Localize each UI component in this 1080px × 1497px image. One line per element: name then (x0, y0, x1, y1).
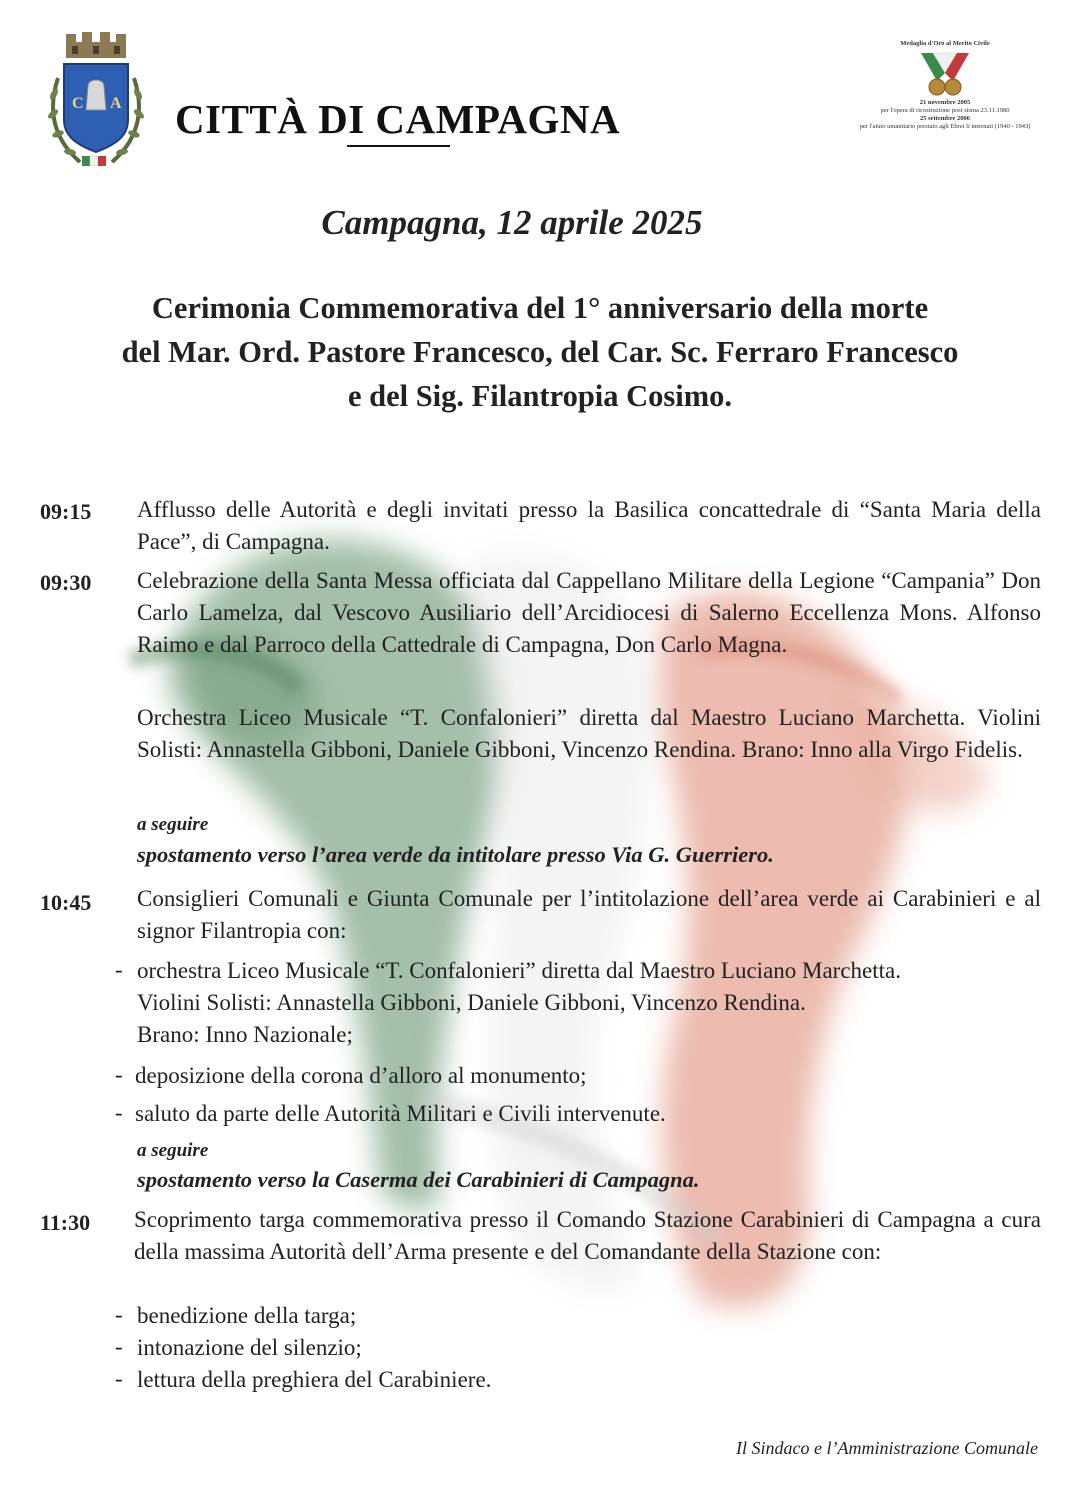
medal-reason-2: per l'aiuto umanitario prestato agli Ebrei li internati (1940 - 1943) (859, 123, 1031, 130)
svg-text:A: A (110, 95, 122, 112)
bullet-orchestra: orchestra Liceo Musicale “T. Confalonieri” diretta dal Maestro Luciano Marchetta. (137, 958, 901, 983)
bullet-dash: - (115, 1302, 123, 1327)
then-label-1: a seguire (137, 814, 209, 835)
bullet-blessing: benedizione della targa; (137, 1303, 357, 1328)
bullet-orchestra-piece: Brano: Inno Nazionale; (137, 1022, 353, 1047)
event-text-0930: Celebrazione della Santa Messa officiata dal Cappellano Militare della Legione “Campania” Don Carlo Lamelza, dal Vescovo Ausiliario dell’Arcidiocesi di Salerno Eccellenza Mons. Alfonso Raimo e dal Parroco della Cattedrale di Campagna, Don Carlo Magna. (137, 568, 1041, 657)
medal-badge (850, 40, 1040, 131)
time-0930: 09:30 (40, 570, 92, 595)
bullet-dash: - (115, 1366, 123, 1391)
headline-line-2: del Mar. Ord. Pastore Francesco, del Car. Sc. Ferraro Francesco (121, 335, 959, 369)
time-0915: 09:15 (40, 499, 92, 524)
bullet-dash: - (115, 1062, 123, 1087)
event-text-1130: Scoprimento targa commemorativa presso il Comando Stazione Carabinieri di Campagna a cura della massima Autorità dell’Arma presente e del Comandante della Stazione con: (134, 1207, 1041, 1264)
gold-medal-icon (915, 51, 975, 97)
bullet-greeting: saluto da parte delle Autorità Militari e Civili intervenute. (135, 1101, 666, 1126)
medal-title: Medaglia d'Oro al Merito Civile (900, 40, 990, 47)
event-text-0915: Afflusso delle Autorità e degli invitati presso la Basilica concattedrale di “Santa Maria della Pace”, di Campagna. (137, 497, 1041, 554)
signature: Il Sindaco e l’Amministrazione Comunale (736, 1438, 1038, 1458)
event-date: Campagna, 12 aprile 2025 (321, 203, 703, 242)
bullet-dash: - (115, 1100, 123, 1125)
event-text-1045: Consiglieri Comunali e Giunta Comunale per l’intitolazione dell’area verde ai Carabinieri e al signor Filantropia con: (137, 886, 1041, 943)
city-title: CITTÀ DI CAMPAGNA (175, 96, 621, 142)
then-label-2: a seguire (137, 1140, 209, 1161)
bullet-silence: intonazione del silenzio; (137, 1335, 362, 1360)
title-underline (347, 145, 450, 147)
bullet-orchestra-soloists: Violini Solisti: Annastella Gibboni, Daniele Gibboni, Vincenzo Rendina. (137, 990, 806, 1015)
svg-text:C: C (72, 95, 84, 112)
coat-of-arms-icon (40, 28, 152, 178)
bullet-dash: - (115, 1334, 123, 1359)
bullet-dash: - (115, 957, 123, 982)
headline (30, 286, 1050, 418)
bullet-prayer: lettura della preghiera del Carabiniere. (137, 1367, 492, 1392)
event-music-0930: Orchestra Liceo Musicale “T. Confalonieri” diretta dal Maestro Luciano Marchetta. Violini Solisti: Annastella Gibboni, Daniele Gibboni, Vincenzo Rendina. Brano: Inno alla Virgo Fidelis. (137, 705, 1041, 762)
then-text-2: spostamento verso la Caserma dei Carabinieri di Campagna. (137, 1167, 700, 1192)
medal-date-1: 21 novembre 2005 (919, 99, 971, 106)
time-1045: 10:45 (40, 890, 92, 915)
headline-line-3: e del Sig. Filantropia Cosimo. (347, 379, 733, 413)
bullet-wreath: deposizione della corona d’alloro al monumento; (135, 1063, 587, 1088)
medal-date-2: 25 settembre 2006 (919, 115, 971, 122)
time-1130: 11:30 (40, 1210, 91, 1235)
medal-reason-1: per l'opera di ricostruzione post sisma 23.11.1980 (880, 107, 1010, 114)
headline-line-1: Cerimonia Commemorativa del 1° anniversario della morte (151, 291, 929, 325)
then-text-1: spostamento verso l’area verde da intitolare presso Via G. Guerriero. (137, 842, 774, 867)
